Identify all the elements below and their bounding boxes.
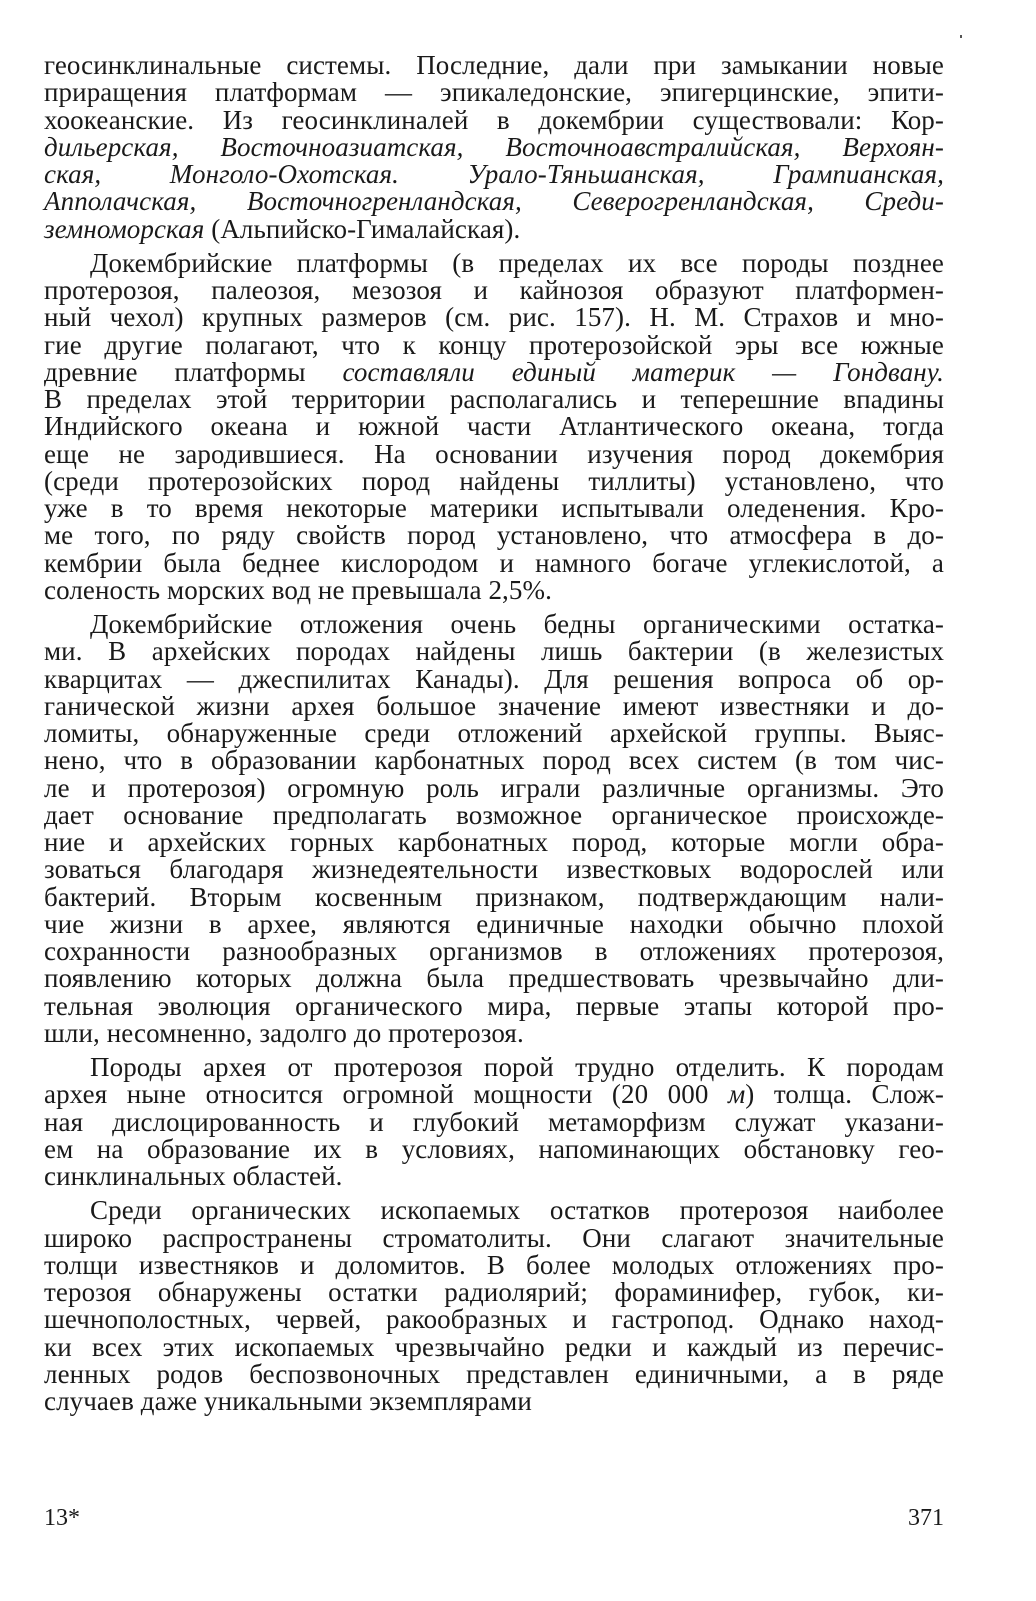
- text-line: ми. В архейских породах найдены лишь бактерии (в железистых: [44, 636, 944, 667]
- text-line: толщи известняков и доломитов. В более молодых отложениях про-: [44, 1249, 944, 1280]
- text-line: ская, Монголо-Охотская. Урало-Тяньшанская, Грампианская,: [44, 159, 944, 189]
- text-line: ем на образование их в условиях, напоминающих обстановку гео-: [44, 1133, 944, 1164]
- text-line: гие другие полагают, что к концу протерозойской эры все южные: [44, 329, 944, 360]
- text-line: сохранности разнообразных организмов в отложениях протерозоя,: [44, 936, 944, 966]
- text-line: терозоя обнаружены остатки радиолярий; фораминифер, губок, ки-: [44, 1277, 944, 1307]
- text-line: ки всех этих ископаемых чрезвычайно редки и каждый из перечис-: [44, 1331, 944, 1362]
- text-line: ный чехол) крупных размеров (см. рис. 157). Н. М. Страхов и мно-: [44, 302, 944, 333]
- text-line: земноморская (Альпийско-Гималайская).: [44, 213, 521, 244]
- text-line: появлению которых должна была предшествовать чрезвычайно дли-: [44, 963, 944, 994]
- page-body: [44, 52, 944, 1415]
- text-line: синклинальных областей.: [44, 1161, 343, 1191]
- text-line: приращения платформам — эпикаледонские, эпигерцинские, эпити-: [44, 77, 944, 108]
- text-line: древние платформы составляли единый материк — Гондвану.: [44, 356, 944, 387]
- signature-mark: 13*: [44, 1505, 80, 1531]
- page-footer: [44, 1505, 944, 1535]
- text-line: шечнополостных, червей, ракообразных и гастропод. Однако наход-: [44, 1304, 944, 1335]
- text-line: широко распространены строматолиты. Они слагают значительные: [44, 1222, 944, 1253]
- text-line: ломиты, обнаруженные среди отложений архейской группы. Выяс-: [44, 718, 944, 748]
- text-line: тельная эволюция органического мира, первые этапы которой про-: [44, 990, 944, 1021]
- text-line: В пределах этой территории располагались и теперешние впадины: [44, 384, 944, 414]
- text-line: протерозоя, палеозоя, мезозоя и кайнозоя образуют платформен-: [44, 275, 944, 305]
- page-number: 371: [908, 1505, 944, 1531]
- text-line: зоваться благодаря жизнедеятельности известковых водорослей или: [44, 854, 944, 885]
- paragraph-geosynclines: [44, 52, 944, 243]
- print-speck: [960, 35, 962, 38]
- text-line: Породы архея от протерозоя порой трудно отделить. К породам: [90, 1052, 944, 1082]
- text-line: дильерская, Восточноазиатская, Восточноавстралийская, Верхоян-: [44, 131, 944, 162]
- text-line: еще не зародившиеся. На основании изучения пород докембрия: [44, 438, 944, 469]
- paragraph-proterozoic-fossils: [44, 1197, 944, 1415]
- text-line: случаев даже уникальными экземплярами: [44, 1386, 532, 1416]
- text-line: ная дислоцированность и глубокий метаморфизм служат указани-: [44, 1106, 944, 1137]
- text-line: Индийского океана и южной части Атлантического океана, тогда: [44, 411, 944, 442]
- text-line: бактерий. Вторым косвенным признаком, подтверждающим нали-: [44, 881, 944, 912]
- text-line: архея ныне относится огромной мощности (20 000 м) толща. Слож-: [44, 1079, 945, 1110]
- text-line: дает основание предполагать возможное органическое происхожде-: [44, 799, 944, 830]
- text-line: уже в то время некоторые материки испытывали оледенения. Кро-: [44, 493, 944, 523]
- text-line: Докембрийские отложения очень бедны органическими остатка-: [90, 609, 944, 639]
- text-line: Среди органических ископаемых остатков протерозоя наиболее: [90, 1195, 944, 1226]
- text-line: Апполачская, Восточногренландская, Северогренландская, Среди-: [44, 186, 944, 217]
- text-line: кембрии была беднее кислородом и намного богаче углекислотой, а: [44, 547, 944, 578]
- text-line: шли, несомненно, задолго до протерозоя.: [44, 1017, 524, 1048]
- text-line: геосинклинальные системы. Последние, дали при замыкании новые: [44, 50, 944, 80]
- text-line: соленость морских вод не превышала 2,5%.: [44, 574, 552, 605]
- text-line: хоокеанские. Из геосинклиналей в докембрии существовали: Кор-: [44, 104, 944, 135]
- paragraph-platforms: [44, 247, 944, 605]
- text-line: чие жизни в архее, являются единичные находки обычно плохой: [44, 908, 944, 939]
- text-line: ле и протерозоя) огромную роль играли различные организмы. Это: [44, 772, 944, 803]
- text-line: ме того, по ряду свойств пород установлено, что атмосфера в до-: [44, 520, 944, 551]
- paragraph-archean-rocks: [44, 1054, 944, 1190]
- text-line: кварцитах — джеспилитах Канады). Для решения вопроса об ор-: [44, 663, 944, 694]
- text-line: Докембрийские платформы (в пределах их все породы позднее: [90, 247, 944, 278]
- text-line: нено, что в образовании карбонатных пород всех систем (в том чис-: [44, 745, 944, 776]
- text-line: (среди протерозойских пород найдены тиллиты) установлено, что: [44, 465, 944, 496]
- text-line: ние и архейских горных карбонатных пород, которые могли обра-: [44, 827, 944, 857]
- text-line: ленных родов беспозвоночных представлен единичными, а в ряде: [44, 1358, 944, 1389]
- text-line: ганической жизни архея большое значение имеют известняки и до-: [44, 690, 944, 721]
- paragraph-organic-remains: [44, 611, 944, 1047]
